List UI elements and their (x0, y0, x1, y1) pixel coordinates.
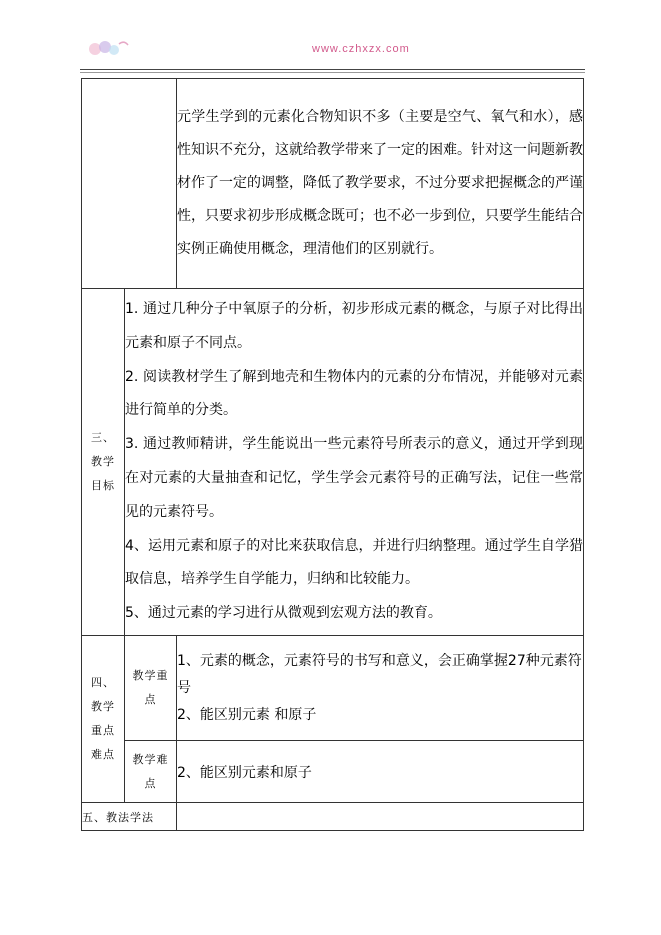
header-divider (80, 69, 585, 70)
methods-label-cell (82, 803, 177, 831)
goal-item-3: 3. 通过教师精讲，学生能说出一些元素符号所表示的意义，通过开学到现在对元素的大量抽查和记忆，学生学会元素符号的正确写法，记住一些常见的元素符号。 (125, 436, 583, 520)
key-point-line-2: 2、能区别元素 和原子 (177, 706, 317, 723)
lesson-plan-table (81, 78, 584, 831)
methods-label: 五、教法学法 (82, 810, 154, 824)
key-point-label-b: 点 (144, 693, 157, 706)
goal-item-1: 1. 通过几种分子中氧原子的分析，初步形成元素的概念，与原子对比得出元素和原子不同点。 (125, 301, 583, 351)
difficulty-label-a: 教学难 (132, 752, 169, 766)
goals-label-a: 教学 (91, 455, 115, 468)
key-points-label-cell (82, 636, 125, 803)
difficulty-row (82, 741, 584, 803)
header-divider-secondary (80, 72, 585, 73)
key-points-label-b: 重点 (91, 724, 115, 737)
intro-row (82, 79, 584, 289)
key-points-row (82, 636, 584, 741)
goals-label-cell (82, 289, 125, 636)
key-point-label-a: 教学重 (132, 669, 169, 682)
goals-content-cell (125, 289, 584, 636)
key-points-label-a: 教学 (91, 700, 115, 713)
goal-item-2: 2. 阅读教材学生了解到地壳和生物体内的元素的分布情况，并能够对元素进行简单的分类。 (125, 368, 583, 419)
key-point-line-1: 1、元素的概念，元素符号的书写和意义，会正确掌握27种元素符号 (177, 652, 582, 696)
site-url: www.czhxzx.com (312, 43, 410, 55)
key-points-label-c: 难点 (91, 748, 115, 761)
difficulty-text: 2、能区别元素和原子 (177, 764, 312, 781)
methods-content-cell (177, 803, 584, 831)
intro-paragraph: 元学生学到的元素化合物知识不多（主要是空气、氧气和水），感性知识不充分，这就给教学带来了一定的困难。针对这一问题新教材作了一定的调整，降低了教学要求，不过分要求把握概念的严谨性，只要求初步形成概念既可；也不必一步到位，只要学生能结合实例正确使用概念，理清他们的区别就行。 (177, 109, 583, 257)
difficulty-label-cell (125, 741, 177, 803)
methods-row (82, 803, 584, 831)
site-logo-icon (86, 38, 132, 60)
goal-item-5: 5、通过元素的学习进行从微观到宏观方法的教育。 (125, 605, 442, 622)
key-point-content-cell (177, 636, 584, 741)
page-header (0, 0, 661, 76)
goal-item-4: 4、运用元素和原子的对比来获取信息，并进行归纳整理。通过学生自学猎取信息，培养学生自学能力，归纳和比较能力。 (125, 537, 583, 588)
goals-row (82, 289, 584, 636)
key-points-label-num: 四、 (91, 676, 115, 689)
difficulty-label-b: 点 (144, 776, 157, 790)
key-point-label-cell (125, 636, 177, 741)
goals-label-num: 三、 (91, 431, 115, 444)
intro-label-cell (82, 79, 177, 289)
intro-content-cell (177, 79, 584, 289)
goals-label-b: 目标 (91, 479, 115, 492)
difficulty-content-cell (177, 741, 584, 803)
